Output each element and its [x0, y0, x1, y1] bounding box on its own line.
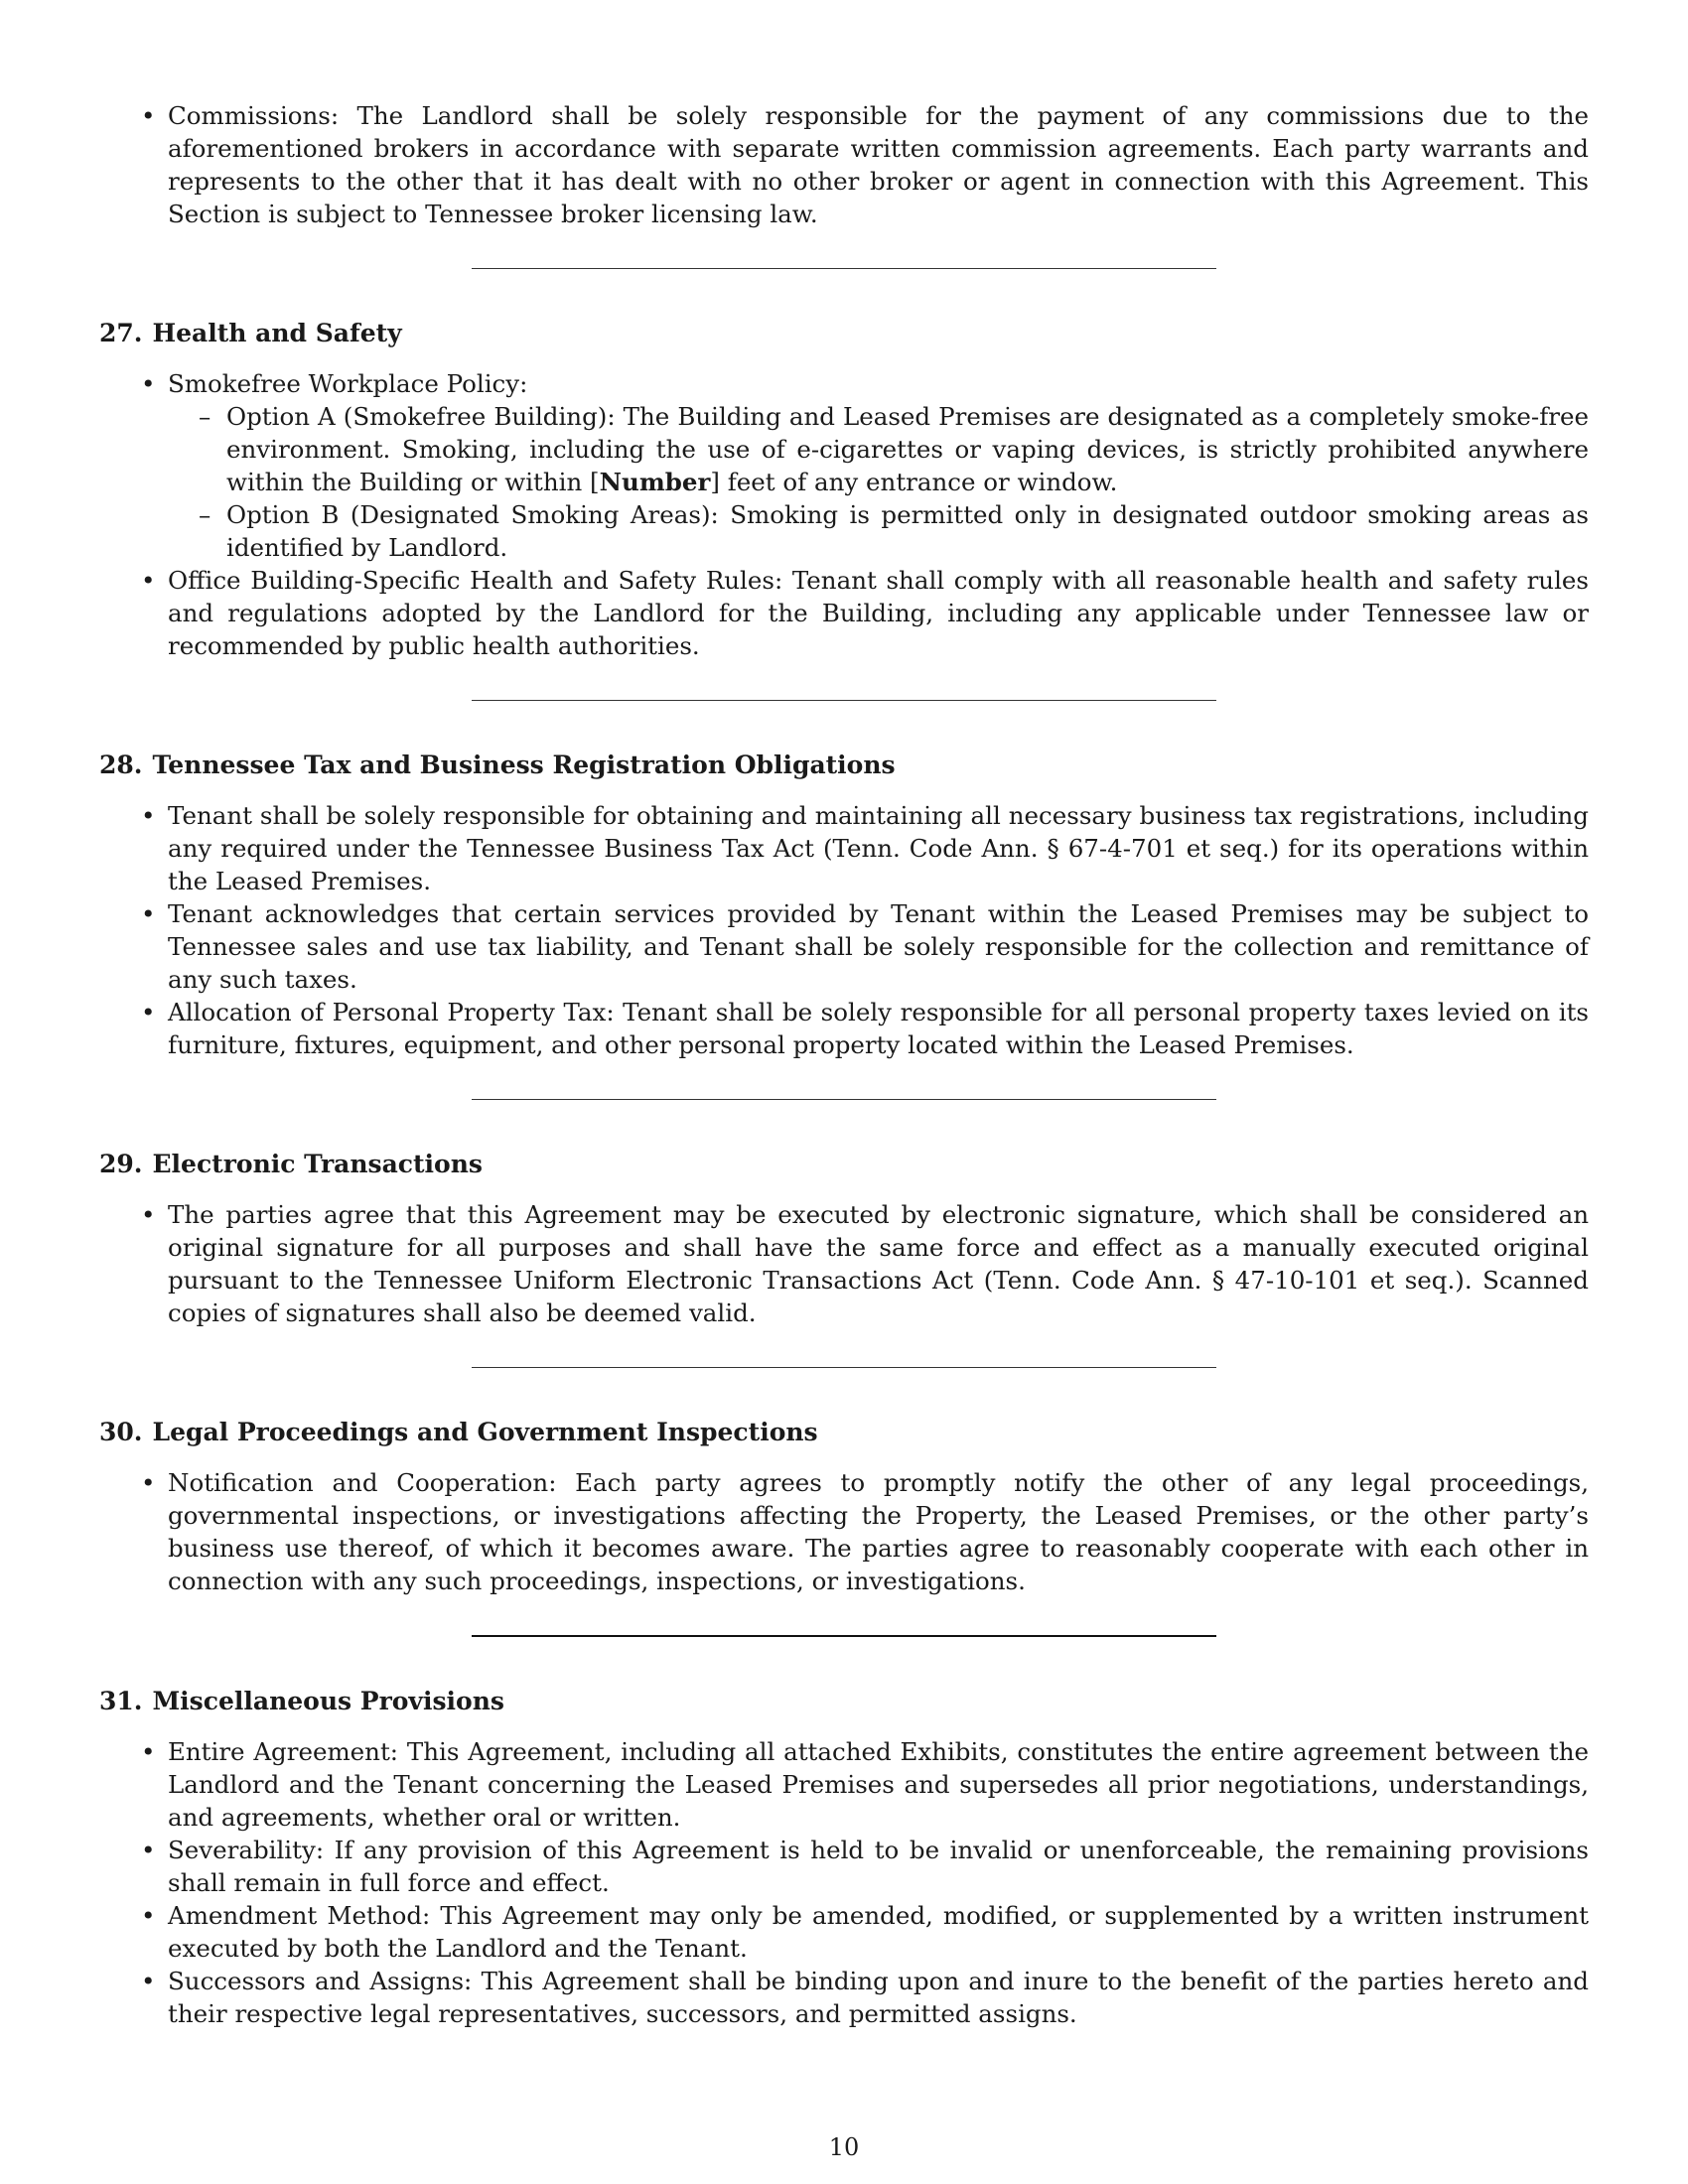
electronic-transactions-list [99, 1198, 1589, 1329]
list-item: • Office Building-Specific Health and Safety Rules: Tenant shall comply with all reasonable health and safety rules and regulations adopted by the Landlord for the Building, including any applicable under Tennessee law or recommended by public health authorities. [99, 564, 1589, 662]
commissions-list [99, 99, 1589, 230]
legal-proceedings-list [99, 1466, 1589, 1597]
list-item [99, 367, 1589, 564]
miscellaneous-list [99, 1735, 1589, 2030]
section-heading-28 [99, 749, 1589, 781]
option-b-item: – Option B (Designated Smoking Areas): Smoking is permitted only in designated outdoor smoking areas as identified by Landlord. [168, 498, 1589, 564]
tax-registration-list [99, 799, 1589, 1061]
section-heading-31 [99, 1685, 1589, 1717]
section-number: 31. [99, 1687, 143, 1715]
list-item: • The parties agree that this Agreement may be executed by electronic signature, which shall be considered an original signature for all purposes and shall have the same force and effect as a manually executed original pursuant to the Tennessee Uniform Electronic Transactions Act (Tenn. Code Ann. § 47-10-101 et seq.). Scanned copies of signatures shall also be deemed valid. [99, 1198, 1589, 1329]
document-page [99, 99, 1589, 2030]
section-number: 30. [99, 1418, 143, 1446]
section-title: Legal Proceedings and Government Inspections [152, 1418, 818, 1446]
section-number: 27. [99, 319, 143, 347]
section-divider [472, 1367, 1216, 1368]
list-item: • Allocation of Personal Property Tax: Tenant shall be solely responsible for all personal property taxes levied on its furniture, fixtures, equipment, and other personal property located within the Leased Premises. [99, 996, 1589, 1061]
section-divider [472, 700, 1216, 701]
section-number: 28. [99, 751, 143, 779]
section-title: Tennessee Tax and Business Registration Obligations [152, 751, 896, 779]
list-item: • Tenant acknowledges that certain services provided by Tenant within the Leased Premises may be subject to Tennessee sales and use tax liability, and Tenant shall be solely responsible for the collection and remittance of any such taxes. [99, 897, 1589, 996]
section-divider [472, 1635, 1216, 1637]
page-number: 10 [828, 2133, 860, 2161]
section-heading-29 [99, 1148, 1589, 1180]
list-item: • Commissions: The Landlord shall be solely responsible for the payment of any commissions due to the aforementioned brokers in accordance with separate written commission agreements. Each party warrants and represents to the other that it has dealt with no other broker or agent in connection with this Agreement. This Section is subject to Tennessee broker licensing law. [99, 99, 1589, 230]
smokefree-options-list [168, 400, 1589, 564]
option-a-text-end: ] feet of any entrance or window. [710, 468, 1118, 496]
section-heading-27 [99, 317, 1589, 349]
number-placeholder: Number [599, 468, 711, 496]
list-item: • Successors and Assigns: This Agreement shall be binding upon and inure to the benefit of the parties hereto and their respective legal representatives, successors, and permitted assigns. [99, 1965, 1589, 2030]
section-divider [472, 268, 1216, 269]
list-item: • Tenant shall be solely responsible for obtaining and maintaining all necessary business tax registrations, including any required under the Tennessee Business Tax Act (Tenn. Code Ann. § 67-4-701 et seq.) for its operations within the Leased Premises. [99, 799, 1589, 897]
section-title: Electronic Transactions [152, 1150, 483, 1178]
option-a-text: Option A (Smokefree Building): The Building and Leased Premises are designated as a completely smoke-free environment. Smoking, including the use of e-cigarettes or vaping devices, is strictly prohibited anywhere within the Building or within [ [226, 402, 1589, 496]
section-title: Health and Safety [152, 319, 402, 347]
list-item: • Severability: If any provision of this Agreement is held to be invalid or unenforceable, the remaining provisions shall remain in full force and effect. [99, 1834, 1589, 1899]
section-title: Miscellaneous Provisions [152, 1687, 504, 1715]
option-a-item [168, 400, 1589, 498]
list-item: • Amendment Method: This Agreement may only be amended, modified, or supplemented by a written instrument executed by both the Landlord and the Tenant. [99, 1899, 1589, 1965]
list-item: • Notification and Cooperation: Each party agrees to promptly notify the other of any legal proceedings, governmental inspections, or investigations affecting the Property, the Leased Premises, or the other party’s business use thereof, of which it becomes aware. The parties agree to reasonably cooperate with each other in connection with any such proceedings, inspections, or investigations. [99, 1466, 1589, 1597]
section-number: 29. [99, 1150, 143, 1178]
health-safety-list [99, 367, 1589, 662]
list-item: • Entire Agreement: This Agreement, including all attached Exhibits, constitutes the entire agreement between the Landlord and the Tenant concerning the Leased Premises and supersedes all prior negotiations, understandings, and agreements, whether oral or written. [99, 1735, 1589, 1834]
smokefree-policy-label: Smokefree Workplace Policy: [168, 369, 528, 398]
section-divider [472, 1099, 1216, 1100]
section-heading-30 [99, 1416, 1589, 1448]
